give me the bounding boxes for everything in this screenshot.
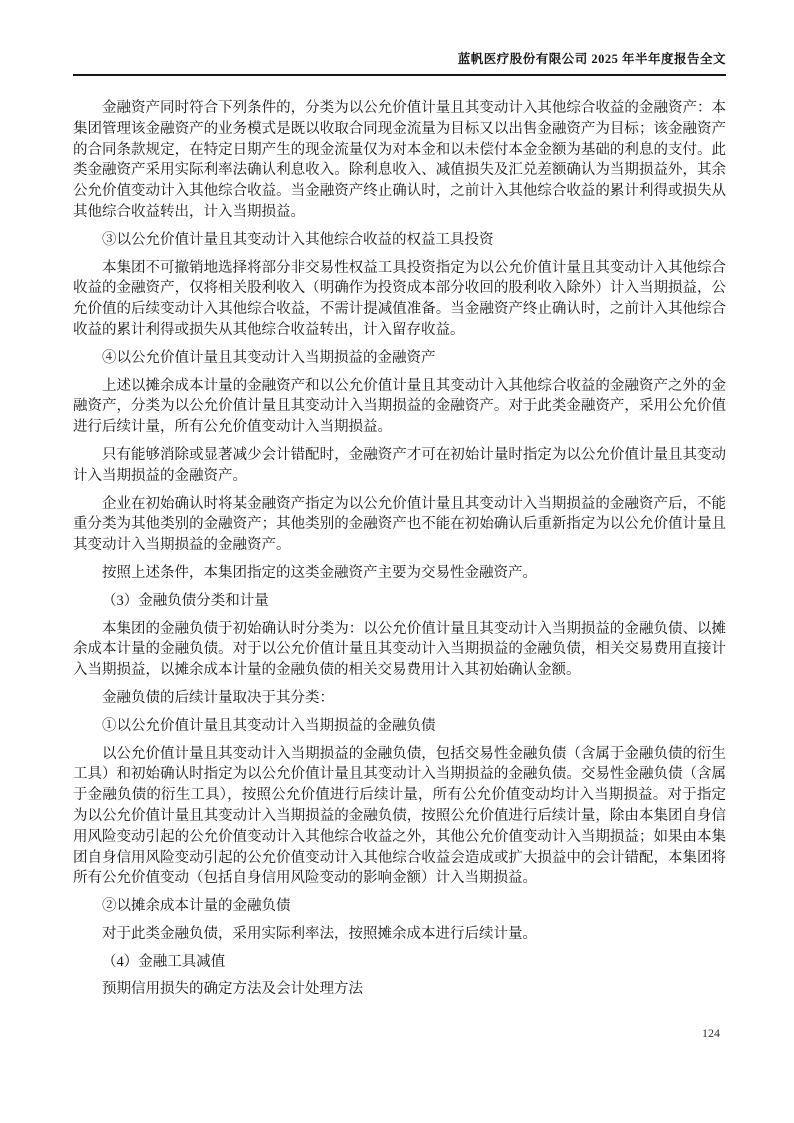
document-body (0, 76, 794, 1000)
paragraph: 本集团的金融负债于初始确认时分类为：以公允价值计量且其变动计入当期损益的金融负债、以摊余成本计量的金融负债。对于以公允价值计量且其变动计入当期损益的金融负债，相关交易费用直接计入当期损益，以摊余成本计量的金融负债的相关交易费用计入其初始确认金额。 (73, 620, 726, 679)
paragraph: ③以公允价值计量且其变动计入其他综合收益的权益工具投资 (102, 231, 494, 248)
paragraph: 以公允价值计量且其变动计入当期损益的金融负债，包括交易性金融负债（含属于金融负债的衍生工具）和初始确认时指定为以公允价值计量且其变动计入当期损益的金融负债。交易性金融负债（含属于金融负债的衍生工具），按照公允价值进行后续计量，所有公允价值变动均计入当期损益。对于指定为以公允价值计量且其变动计入当期损益的金融负债，按照公允价值进行后续计量，除由本集团自身信用风险变动引起的公允价值变动计入其他综合收益之外，其他公允价值变动计入当期损益；如果由本集团自身信用风险变动引起的公允价值变动计入其他综合收益会造成或扩大损益中的会计错配，本集团将所有公允价值变动（包括自身信用风险变动的影响金额）计入当期损益。 (73, 745, 726, 887)
page-number: 124 (702, 1026, 720, 1040)
paragraph: 只有能够消除或显著减少会计错配时，金融资产才可在初始计量时指定为以公允价值计量且其变动计入当期损益的金融资产。 (73, 446, 726, 484)
paragraph: 金融资产同时符合下列条件的，分类为以公允价值计量且其变动计入其他综合收益的金融资产：本集团管理该金融资产的业务模式是既以收取合同现金流量为目标又以出售金融资产为目标；该金融资产的合同条款规定，在特定日期产生的现金流量仅为对本金和以未偿付本金金额为基础的利息的支付。此类金融资产采用实际利率法确认利息收入。除利息收入、减值损失及汇兑差额确认为当期损益外，其余公允价值变动计入其他综合收益。当金融资产终止确认时，之前计入其他综合收益的累计利得或损失从其他综合收益转出，计入当期损益。 (73, 100, 726, 220)
paragraph: 对于此类金融负债，采用实际利率法，按照摊余成本进行后续计量。 (102, 925, 537, 942)
paragraph: 按照上述条件，本集团指定的这类金融资产主要为交易性金融资产。 (102, 564, 537, 581)
paragraph: ②以摊余成本计量的金融负债 (102, 898, 291, 915)
paragraph: 上述以摊余成本计量的金融资产和以公允价值计量且其变动计入其他综合收益的金融资产之外的金融资产，分类为以公允价值计量且其变动计入当期损益的金融资产。对于此类金融资产，采用公允价值进行后续计量，所有公允价值变动计入当期损益。 (73, 377, 726, 436)
paragraph: 企业在初始确认时将某金融资产指定为以公允价值计量且其变动计入当期损益的金融资产后，不能重分类为其他类别的金融资产；其他类别的金融资产也不能在初始确认后重新指定为以公允价值计量且其变动计入当期损益的金融资产。 (73, 495, 726, 554)
paragraph: 本集团不可撤销地选择将部分非交易性权益工具投资指定为以公允价值计量且其变动计入其他综合收益的金融资产，仅将相关股利收入（明确作为投资成本部分收回的股利收入除外）计入当期损益，公允价值的后续变动计入其他综合收益，不需计提减值准备。当金融资产终止确认时，之前计入其他综合收益的累计利得或损失从其他综合收益转出，计入留存收益。 (73, 259, 726, 338)
page-footer (702, 1026, 720, 1041)
paragraph: 预期信用损失的确定方法及会计处理方法 (102, 981, 363, 998)
paragraph: （3）金融负债分类和计量 (102, 592, 269, 609)
page-header (0, 0, 794, 76)
report-header-title: 蓝帆医疗股份有限公司 2025 年半年度报告全文 (457, 52, 726, 66)
paragraph: ④以公允价值计量且其变动计入当期损益的金融资产 (102, 349, 436, 366)
paragraph: （4）金融工具减值 (102, 953, 226, 970)
paragraph: 金融负债的后续计量取决于其分类： (102, 689, 334, 706)
paragraph: ①以公允价值计量且其变动计入当期损益的金融负债 (102, 717, 436, 734)
